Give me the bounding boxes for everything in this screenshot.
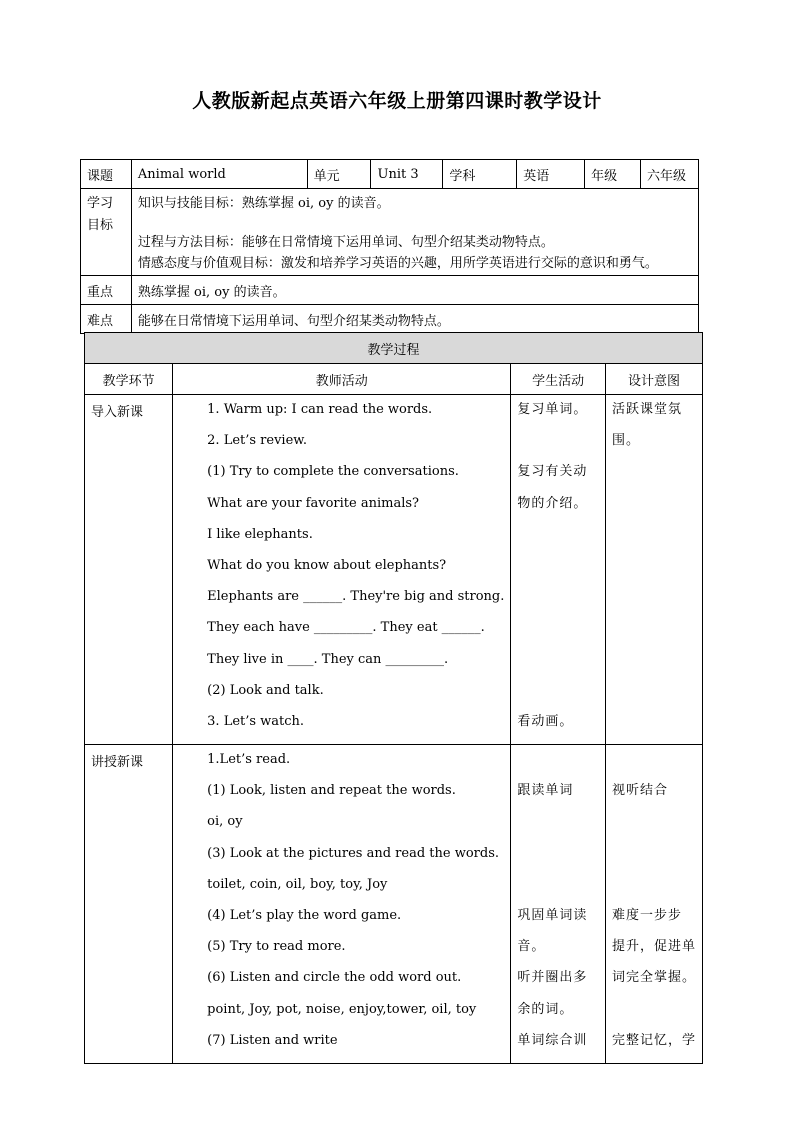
intent-line: 活跃课堂氛 [611, 402, 682, 417]
unit-label: 单元 [307, 160, 371, 189]
student-line [517, 557, 599, 588]
intent-line: 视听结合 [611, 783, 668, 799]
intent-line [612, 463, 696, 494]
teacher-line: They live in ____. They can _________. [207, 651, 449, 667]
process-table [84, 332, 703, 1064]
process-row [85, 745, 703, 1064]
teacher-line: 1. Warm up: I can read the words. [207, 402, 433, 417]
student-line [517, 526, 599, 557]
student-line [517, 588, 599, 619]
student-line: 音。 [517, 939, 546, 955]
teacher-line: Elephants are ______. They're big and strong. [207, 589, 505, 605]
process-bar: 教学过程 [85, 333, 703, 364]
grade-value: 六年级 [641, 160, 699, 189]
intent-line: 难度一步步 [611, 908, 682, 923]
topic-value: Animal world [131, 160, 307, 189]
teacher-line: 1.Let’s read. [207, 752, 291, 768]
intent-line: 围。 [611, 433, 640, 449]
intent-line [612, 588, 696, 619]
goals-label-2: 目标 [87, 218, 114, 233]
intent-line [612, 495, 696, 526]
info-table [80, 159, 699, 334]
intent-line: 提升，促进单 [611, 939, 696, 955]
key-value: 熟练掌握 oi, oy 的读音。 [131, 276, 698, 305]
student-line [517, 432, 599, 463]
intent-line [612, 651, 696, 682]
intent-line: 词完全掌握。 [611, 970, 696, 986]
teacher-line: 2. Let’s review. [207, 433, 307, 449]
teacher-line: (3) Look at the pictures and read the words. [207, 845, 500, 861]
intent-line [612, 526, 696, 557]
student-line [517, 845, 599, 876]
teacher-line: oi, oy [207, 814, 243, 830]
teacher-line: They each have _________. They eat ______. [207, 620, 485, 636]
stage-cell: 讲授新课 [85, 745, 173, 1064]
student-line [517, 876, 599, 907]
stage-cell: 导入新课 [85, 395, 173, 745]
teacher-line: (6) Listen and circle the odd word out. [207, 970, 462, 986]
intent-line [612, 1001, 696, 1032]
intent-line [612, 751, 696, 782]
difficulty-label: 难点 [81, 305, 132, 334]
intent-line: 完整记忆，学 [611, 1032, 696, 1048]
teacher-line: point, Joy, pot, noise, enjoy,tower, oil, toy [207, 1001, 477, 1017]
intent-line [612, 876, 696, 907]
student-line [517, 682, 599, 713]
header-stage: 教学环节 [85, 364, 173, 395]
student-line: 物的介绍。 [517, 495, 588, 511]
teacher-cell [173, 395, 511, 745]
student-line [517, 813, 599, 844]
student-line: 看动画。 [517, 713, 574, 729]
intent-line [612, 845, 696, 876]
goal-knowledge: 知识与技能目标：熟练掌握 oi, oy 的读音。 [137, 196, 390, 211]
header-teacher: 教师活动 [173, 364, 511, 395]
student-line [517, 619, 599, 650]
student-line: 复习有关动 [517, 464, 588, 480]
teacher-line: toilet, coin, oil, boy, toy, Joy [207, 876, 388, 892]
student-line: 听并圈出多 [517, 970, 588, 986]
teacher-line: What are your favorite animals? [207, 495, 419, 511]
topic-label: 课题 [81, 160, 132, 189]
difficulty-value: 能够在日常情境下运用单词、句型介绍某类动物特点。 [131, 305, 698, 334]
grade-label: 年级 [585, 160, 641, 189]
student-line: 余的词。 [517, 1001, 574, 1017]
header-intent: 设计意图 [605, 364, 702, 395]
process-row [85, 395, 703, 745]
student-line: 单词综合训 [517, 1032, 588, 1048]
student-line: 跟读单词 [517, 783, 574, 799]
intent-line [612, 619, 696, 650]
teacher-line: I like elephants. [207, 526, 313, 542]
goals-label [81, 189, 132, 276]
goals-content [131, 189, 698, 276]
teacher-line: (2) Look and talk. [207, 682, 324, 698]
intent-line [612, 813, 696, 844]
student-line: 复习单词。 [517, 402, 588, 417]
intent-line [612, 713, 696, 744]
intent-cell [605, 395, 702, 745]
teacher-line: (1) Try to complete the conversations. [207, 464, 459, 480]
teacher-line: (7) Listen and write [207, 1032, 338, 1048]
teacher-line: (5) Try to read more. [207, 939, 346, 955]
student-line [517, 651, 599, 682]
teacher-line: What do you know about elephants? [207, 557, 447, 573]
page-title: 人教版新起点英语六年级上册第四课时教学设计 [192, 90, 602, 112]
unit-value: Unit 3 [371, 160, 443, 189]
key-label: 重点 [81, 276, 132, 305]
teacher-line: (4) Let’s play the word game. [207, 908, 402, 923]
intent-line [612, 682, 696, 713]
header-student: 学生活动 [511, 364, 606, 395]
teacher-line: (1) Look, listen and repeat the words. [207, 783, 456, 799]
subject-value: 英语 [517, 160, 585, 189]
goals-label-1: 学习 [87, 196, 114, 211]
intent-cell [605, 745, 702, 1064]
student-cell [511, 395, 606, 745]
student-line: 巩固单词读 [517, 908, 588, 923]
goal-emotion: 情感态度与价值观目标：激发和培养学习英语的兴趣，用所学英语进行交际的意识和勇气。 [137, 256, 658, 271]
teacher-cell [173, 745, 511, 1064]
teacher-line: 3. Let’s watch. [207, 713, 305, 729]
student-line [517, 751, 599, 782]
goal-process: 过程与方法目标：能够在日常情境下运用单词、句型介绍某类动物特点。 [137, 235, 554, 250]
intent-line [612, 557, 696, 588]
subject-label: 学科 [443, 160, 517, 189]
student-cell [511, 745, 606, 1064]
